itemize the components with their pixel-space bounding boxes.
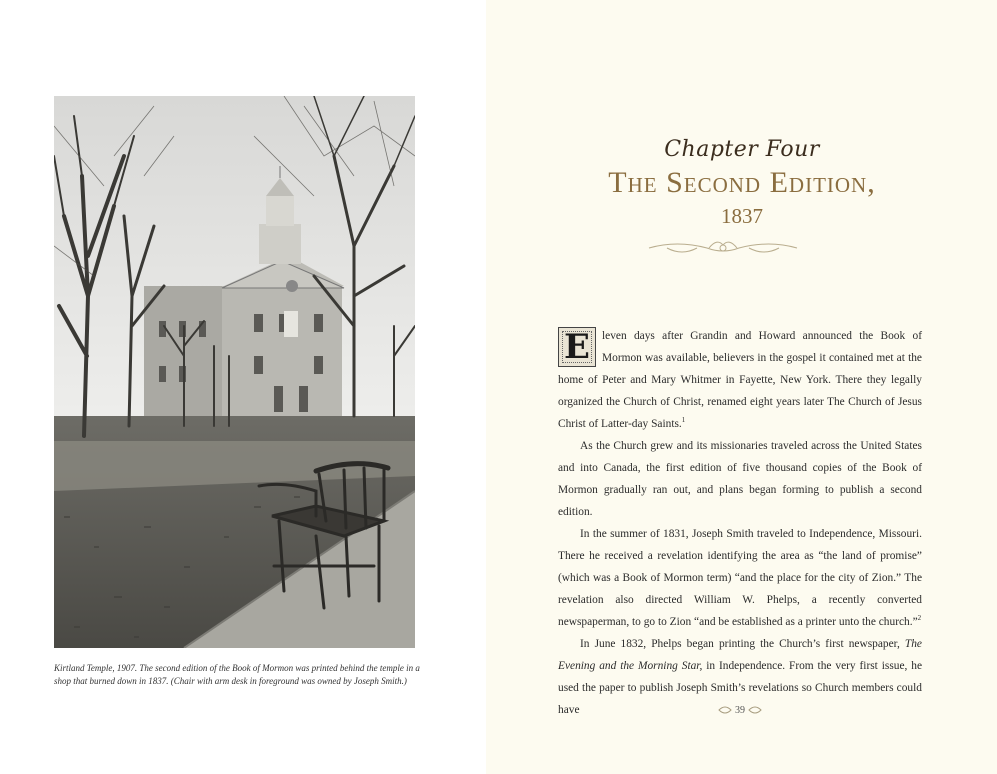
kirtland-temple-photo: [54, 96, 415, 648]
left-page: [0, 0, 486, 774]
paragraph-1-text: leven days after Grandin and Howard announced the Book of Mormon was available, believers in the gospel it contained met at the home of Peter and Mary Whitmer in Fayette, New York. There they legally organized the Church of Christ, renamed eight years later The Church of Jesus Christ of Latter-day Saints.: [558, 330, 922, 430]
photo-caption: Kirtland Temple, 1907. The second edition of the Book of Mormon was printed behind the temple in a shop that burned down in 1837. (Chair with arm desk in foreground was owned by Joseph Smith.): [54, 663, 420, 686]
dropcap-initial: [558, 327, 596, 367]
newspaper-title: The Evening and the Morning Star,: [558, 638, 922, 672]
chapter-body: [558, 325, 922, 721]
paragraph-4-end: in Independence. From the very first issue, he used the paper to publish Joseph Smith’s revelations so Church members could have: [558, 660, 923, 716]
chapter-year: 1837: [721, 204, 763, 228]
ornament-flourish-icon: [647, 236, 799, 260]
paragraph-2: As the Church grew and its missionaries traveled across the United States and into Canada, the first edition of five thousand copies of the Book of Mormon gradually ran out, and plans began forming to publish a second edition.: [558, 440, 922, 518]
paragraph-3: [558, 523, 922, 633]
footnote-marker-1[interactable]: 1: [681, 416, 686, 425]
page-number: [717, 700, 763, 720]
page-number-text: 39: [735, 705, 745, 716]
chapter-title: The Second Edition,: [608, 166, 876, 199]
chapter-label: Chapter Four: [664, 137, 820, 162]
paragraph-3-text: In the summer of 1831, Joseph Smith traveled to Independence, Missouri. There he received a revelation identifying the area as “the land of promise” (which was a Book of Mormon term) “and the place for the city of Zion.” The revelation also directed William W. Phelps, a recently converted newspaperman, to go to Zion “and be established as a printer unto the church.”: [558, 528, 922, 628]
dropcap-letter: E: [564, 327, 590, 367]
paragraph-1: [558, 325, 922, 435]
temple-photo-illustration: [54, 96, 415, 648]
footnote-marker-2[interactable]: 2: [917, 614, 922, 623]
paragraph-4-start: In June 1832, Phelps began printing the Church’s first newspaper,: [580, 638, 900, 650]
